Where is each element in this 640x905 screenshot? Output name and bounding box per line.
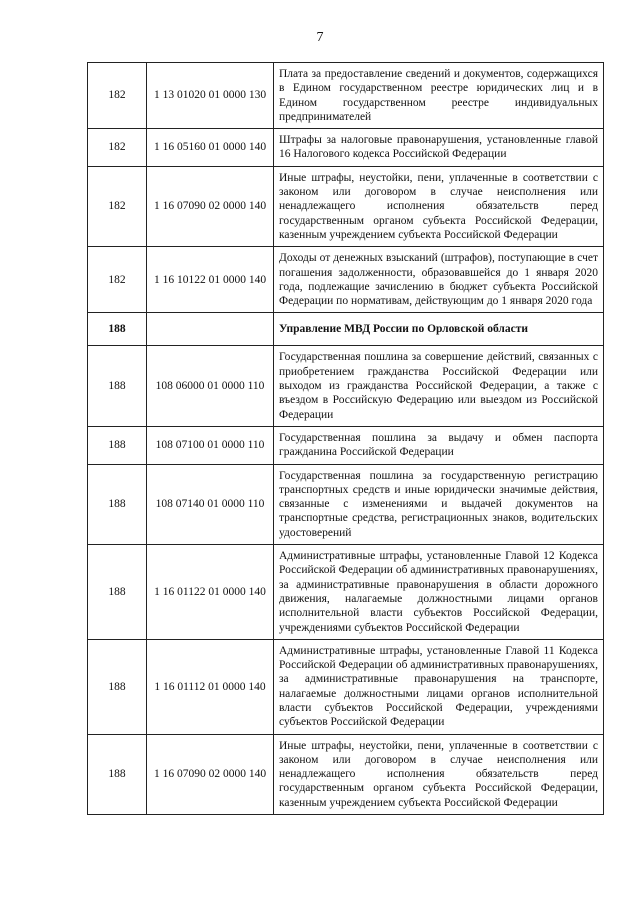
revenue-name-cell: Государственная пошлина за государственную регистрацию транспортных средств и иные юридически значимые действия, связанные с изменениями и выдачей документов на транспортные средства, регистрационных знаков, водительских удостоверений — [274, 464, 604, 544]
revenue-name-cell: Государственная пошлина за совершение действий, связанных с приобретением гражданства Российской Федерации или выходом из гражданства Российской Федерации, а также с въездом в Российскую Федерацию или выездом из Российской Федерации — [274, 346, 604, 426]
revenue-name-cell: Иные штрафы, неустойки, пени, уплаченные в соответствии с законом или договором в случае неисполнения или ненадлежащего исполнения обязательств перед государственным органом субъекта Российской Федерации, казенным учреждением субъекта Российской Федерации — [274, 734, 604, 814]
revenue-code-cell: 1 16 05160 01 0000 140 — [147, 129, 274, 167]
revenue-code-cell — [147, 313, 274, 346]
revenue-code-cell: 1 16 07090 02 0000 140 — [147, 166, 274, 246]
table-row — [88, 734, 604, 814]
section-title: Управление МВД России по Орловской области — [274, 313, 604, 346]
revenue-name-cell: Доходы от денежных взысканий (штрафов), поступающие в счет погашения задолженности, образовавшейся до 1 января 2020 года, подлежащие зачислению в бюджет субъекта Российской Федерации по нормативам, действующим до 1 января 2020 года — [274, 247, 604, 313]
table-row — [88, 639, 604, 734]
admin-code-cell: 182 — [88, 247, 147, 313]
admin-code-cell: 188 — [88, 545, 147, 640]
revenue-name-cell: Плата за предоставление сведений и документов, содержащихся в Едином государственном реестре юридических лиц и в Едином государственном реестре индивидуальных предпринимателей — [274, 63, 604, 129]
page-number: 7 — [316, 30, 324, 45]
revenue-name-cell: Административные штрафы, установленные Главой 11 Кодекса Российской Федерации об административных правонарушениях, за административные правонарушения на транспорте, налагаемые должностными лицами органов исполнительной власти субъектов Российской Федерации, учреждениями субъектов Российской Федерации — [274, 639, 604, 734]
revenue-code-cell: 108 06000 01 0000 110 — [147, 346, 274, 426]
table-row — [88, 346, 604, 426]
revenue-name-cell: Государственная пошлина за выдачу и обмен паспорта гражданина Российской Федерации — [274, 426, 604, 464]
budget-revenue-table — [87, 62, 604, 815]
revenue-code-cell: 108 07100 01 0000 110 — [147, 426, 274, 464]
revenue-code-cell: 1 16 01122 01 0000 140 — [147, 545, 274, 640]
admin-code-cell: 182 — [88, 166, 147, 246]
revenue-code-cell: 1 16 01112 01 0000 140 — [147, 639, 274, 734]
revenue-name-cell: Штрафы за налоговые правонарушения, установленные главой 16 Налогового кодекса Российской Федерации — [274, 129, 604, 167]
table-row — [88, 545, 604, 640]
admin-code-cell: 188 — [88, 426, 147, 464]
table-row — [88, 426, 604, 464]
table-row — [88, 63, 604, 129]
admin-code-cell: 182 — [88, 129, 147, 167]
table-row — [88, 247, 604, 313]
admin-code-cell: 188 — [88, 464, 147, 544]
admin-code-cell: 188 — [88, 346, 147, 426]
revenue-code-cell: 1 16 10122 01 0000 140 — [147, 247, 274, 313]
admin-code-cell: 188 — [88, 639, 147, 734]
table-row — [88, 129, 604, 167]
admin-code-cell: 182 — [88, 63, 147, 129]
revenue-name-cell: Административные штрафы, установленные Главой 12 Кодекса Российской Федерации об административных правонарушениях, за административные правонарушения в области дорожного движения, налагаемые должностными лицами органов исполнительной власти субъектов Российской Федерации, учреждениями субъектов Российской Федерации — [274, 545, 604, 640]
revenue-code-cell: 1 16 07090 02 0000 140 — [147, 734, 274, 814]
section-header-row — [88, 313, 604, 346]
admin-code-cell: 188 — [88, 734, 147, 814]
table-row — [88, 464, 604, 544]
revenue-code-cell: 108 07140 01 0000 110 — [147, 464, 274, 544]
revenue-name-cell: Иные штрафы, неустойки, пени, уплаченные в соответствии с законом или договором в случае неисполнения или ненадлежащего исполнения обязательств перед государственным органом субъекта Российской Федерации, казенным учреждением субъекта Российской Федерации — [274, 166, 604, 246]
table-row — [88, 166, 604, 246]
revenue-code-cell: 1 13 01020 01 0000 130 — [147, 63, 274, 129]
admin-code-cell: 188 — [88, 313, 147, 346]
